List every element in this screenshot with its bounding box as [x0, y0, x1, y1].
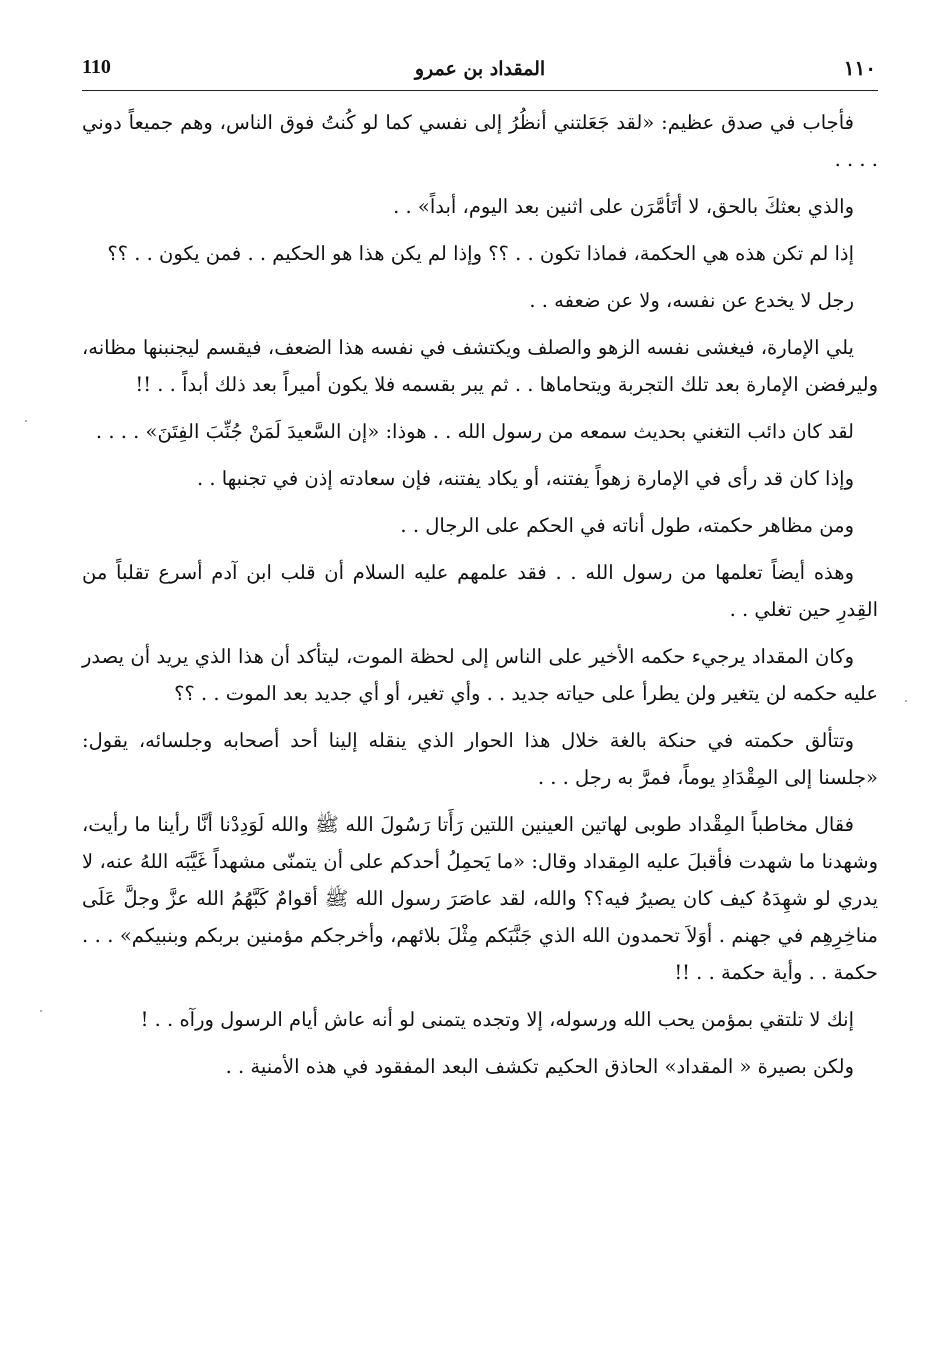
paragraph: وتتألق حكمته في حنكة بالغة خلال هذا الحوار الذي ينقله إلينا أحد أصحابه وجلسائه، يقول: «جلسنا إلى المِقْدَادِ يوماً، فمرَّ به رجل . . . [82, 729, 878, 789]
page-header [82, 54, 878, 91]
paragraph: فقال مخاطباً المِقْداد طوبى لهاتين العينين اللتين رَأَتا رَسُولَ الله ﷺ والله لَوَدِدْنا أنَّا رأينا ما رأيت، وشهدنا ما شهدت فأقبلَ عليه المِقداد وقال: «ما يَحمِلُ أحدكم على أن يتمنّى مشهداً غَيَّبَه اللهُ عنه، لا يدري لو شهِدَهُ كيف كان يصيرُ فيه؟؟ والله، لقد عاصَرَ رسول الله ﷺ أقوامٌ كَبَّهُمُ الله عزَّ وجلَّ عَلَى مناخِرِهِم في جهنم . أوَلاَ تحمدون الله الذي جَنَّبَكم مِثْلَ بلائهم، وأخرجكم مؤمنين بربكم وبنبيكم» . . . حكمة . . وأية حكمة . . !! [82, 813, 878, 984]
page-number-latin: 110 [82, 56, 111, 78]
running-title: المقداد بن عمرو [414, 58, 546, 80]
page-body [82, 104, 878, 1095]
paragraph-hadith: لقد كان دائب التغني بحديث سمعه من رسول الله . . هوذا: «إن السَّعيدَ لَمَنْ جُنِّبَ الفِتَنَ» . . . . [95, 420, 854, 443]
paragraph: وكان المقداد يرجيء حكمه الأخير على الناس إلى لحظة الموت، ليتأكد أن هذا الذي يريد أن يصدر عليه حكمه لن يتغير ولن يطرأ على حياته جديد . . وأي تغير، أو أي جديد بعد الموت . . ؟؟ [82, 645, 878, 705]
paragraph: فأجاب في صدق عظيم: «لقد جَعَلتني أنظُرُ إلى نفسي كما لو كُنتُ فوق الناس، وهم جميعاً دوني . . . . [82, 111, 878, 171]
paragraph: والذي بعثكَ بالحق، لا أتَأمَّرَن على اثنين بعد اليوم، أبداً» . . [393, 195, 854, 218]
paragraph: ومن مظاهر حكمته، طول أناته في الحكم على الرجال . . [400, 514, 854, 537]
paragraph: يلي الإمارة، فيغشى نفسه الزهو والصلف ويكتشف في نفسه هذا الضعف، فيقسم ليجنبنها مظانه، وليرفضن الإمارة بعد تلك التجربة ويتحاماها . . ثم يبر بقسمه فلا يكون أميراً بعد ذلك أبداً . . !! [82, 336, 878, 396]
page-number-arabic: ١١٠ [843, 56, 876, 80]
paragraph: وإذا كان قد رأى في الإمارة زهواً يفتنه، أو يكاد يفتنه، فإن سعادته إذن في تجنبها . . [196, 467, 854, 490]
scan-speck [905, 700, 907, 702]
paragraph: إنك لا تلتقي بمؤمن يحب الله ورسوله، إلا وتجده يتمنى لو أنه عاش أيام الرسول ورآه . . ! [140, 1008, 854, 1031]
scan-speck [40, 1010, 42, 1012]
paragraph: رجل لا يخدع عن نفسه، ولا عن ضعفه . . [529, 289, 854, 312]
paragraph: وهذه أيضاً تعلمها من رسول الله . . فقد علمهم عليه السلام أن قلب ابن آدم أسرع تقلباً من القِدرِ حين تغلي . . [82, 561, 878, 621]
scan-speck [25, 420, 27, 422]
paragraph: إذا لم تكن هذه هي الحكمة، فماذا تكون . . ؟؟ وإذا لم يكن هذا هو الحكيم . . فمن يكون . . ؟؟ [107, 242, 854, 265]
paragraph: ولكن بصيرة « المقداد» الحاذق الحكيم تكشف البعد المفقود في هذه الأمنية . . [225, 1055, 854, 1078]
